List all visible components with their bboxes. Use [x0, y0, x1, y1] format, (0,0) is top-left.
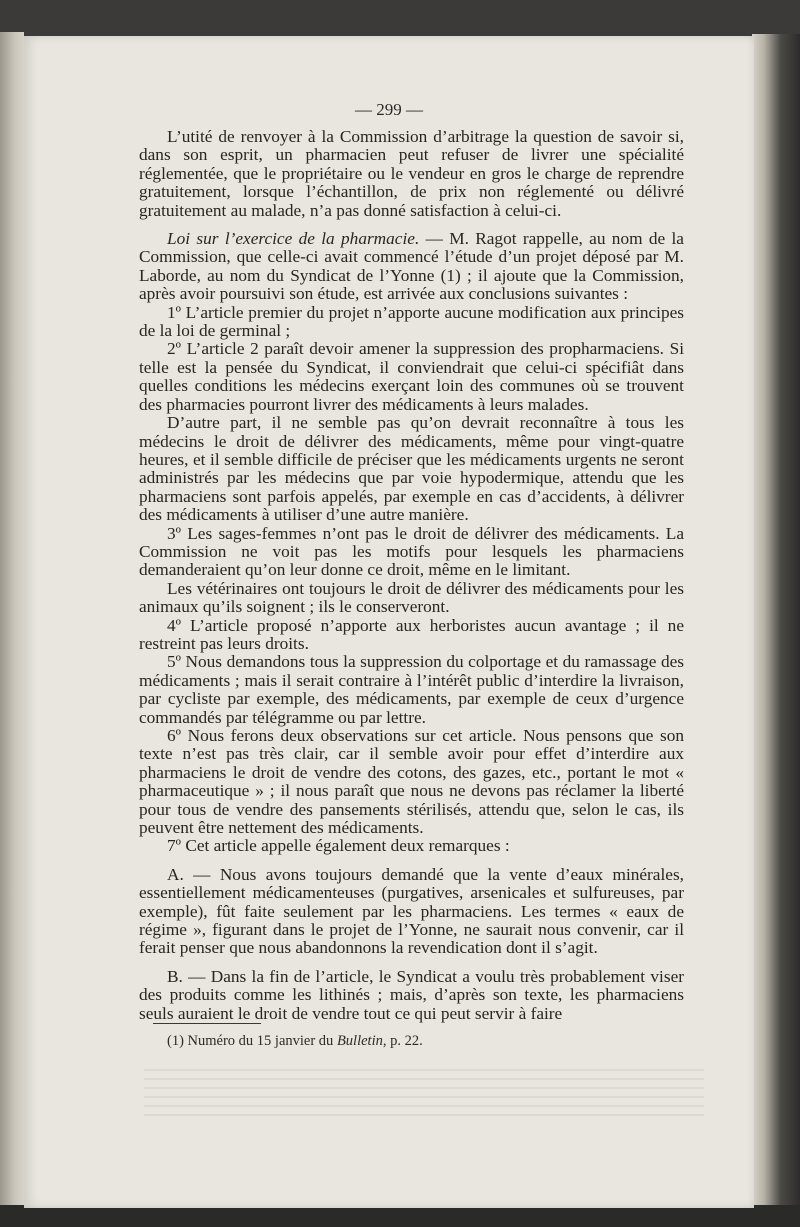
paragraph: L’utité de renvoyer à la Commission d’arbitrage la question de savoir si, dans son esprit, un pharmacien peut refuser de livrer une spécialité réglementée, que le propriétaire ou le vendeur en gros le charge de reprendre gratuitement, lorsque l’échantillon, de prix non réglementé ou délivré gratuitement au malade, n’a pas donné satisfaction à celui-ci.: [139, 127, 684, 220]
paragraph: 4º L’article proposé n’apporte aux herboristes aucun avantage ; il ne restreint pas leurs droits.: [139, 615, 684, 653]
paragraph: A. — Nous avons toujours demandé que la vente d’eaux minérales, essentiellement médicamenteuses (purgatives, arsenicales et sulfureuses, par exemple), fût faite seulement par les pharmaciens. Les termes « eaux de régime », figurant dans le projet de l’Yonne, ne saurait nous convenir, car il ferait penser que nous abandonnons la revendication dont il s’agit.: [139, 864, 684, 958]
paragraph: 6º Nous ferons deux observations sur cet article. Nous pensons que son texte n’est pas très clair, car il semble avoir pour effet d’interdire aux pharmaciens le droit de vendre des cotons, des gazes, etc., portant le mot « pharmaceutique » ; il nous paraît que nous ne devons pas réclamer la liberté pour tous de vendre des pansements stérilisés, attendu que, selon le cas, ils peuvent être nettement des médicaments.: [139, 726, 684, 838]
paragraph: B. — Dans la fin de l’article, le Syndicat a voulu très probablement viser des produits comme les lithinés ; mais, d’après son texte, les pharmaciens seuls auraient le droit de vendre tout ce qui peut servir à faire: [139, 966, 684, 1023]
left-page-edge: [0, 32, 24, 1212]
bleed-through-texture: [144, 1066, 704, 1116]
book-page: [24, 36, 754, 1208]
paragraph: 7º Cet article appelle également deux remarques :: [167, 836, 510, 856]
footnote: [167, 1033, 687, 1050]
body-text: [139, 128, 684, 1023]
right-page-edge: [752, 34, 800, 1214]
paragraph: D’autre part, il ne semble pas qu’on devrait reconnaître à tous les médecins le droit de délivrer des médicaments, même pour vingt-quatre heures, et il semble difficile de préciser que les médicaments urgents ne seront administrés par les médecins que par voie hypodermique, attendu que les pharmaciens sont parfois appelés, par exemple en cas d’accidents, à délivrer des médicaments à utiliser d’une autre manière.: [139, 413, 684, 525]
paragraph: Les vétérinaires ont toujours le droit de délivrer des médicaments pour les animaux qu’ils soignent ; ils le conserveront.: [139, 578, 684, 617]
paragraph-text: — M. Ragot rappelle, au nom de la Commission, que celle-ci avait commencé l’étude d’un projet déposé par M. Laborde, au nom du Syndicat de l’Yonne (1) ; il ajoute que la Commission, après avoir poursuivi son étude, est arrivée aux conclusions suivantes :: [139, 229, 684, 304]
scan-backdrop-bottom: [0, 1205, 800, 1227]
page-number: — 299 —: [355, 100, 423, 119]
paragraph: 2º L’article 2 paraît devoir amener la suppression des propharmaciens. Si telle est la pensée du Syndicat, il conviendrait que celui-ci spécifiât dans quelles conditions les médecins exerçant loin des communes où se trouvent des pharmacies pourront livrer des médicaments à leurs malades.: [139, 339, 684, 414]
paragraph: 3º Les sages-femmes n’ont pas le droit de délivrer des médicaments. La Commission ne voit pas les motifs pour lesquels les pharmaciens demanderaient qu’on leur donne ce droit, même en le limitant.: [139, 523, 684, 580]
section-heading: Loi sur l’exercice de la pharmacie.: [167, 229, 420, 249]
scan-backdrop-top: [0, 0, 800, 38]
footnote-italic: Bulletin: [336, 1033, 383, 1049]
footnote-text: (1) Numéro du 15 janvier du: [167, 1033, 337, 1049]
footnote-text-end: , p. 22.: [382, 1033, 423, 1049]
paragraph: 5º Nous demandons tous la suppression du colportage et du ramassage des médicaments ; mais il serait contraire à l’intérêt public d’interdire la livraison, par cycliste par exemple, des médicaments, par exemple de ceux d’urgence commandés par télégramme ou par lettre.: [139, 652, 684, 727]
paragraph-loi: [139, 230, 684, 304]
paragraph: 1º L’article premier du projet n’apporte aucune modification aux principes de la loi de germinal ;: [139, 302, 684, 341]
footnote-rule: [153, 1023, 261, 1024]
